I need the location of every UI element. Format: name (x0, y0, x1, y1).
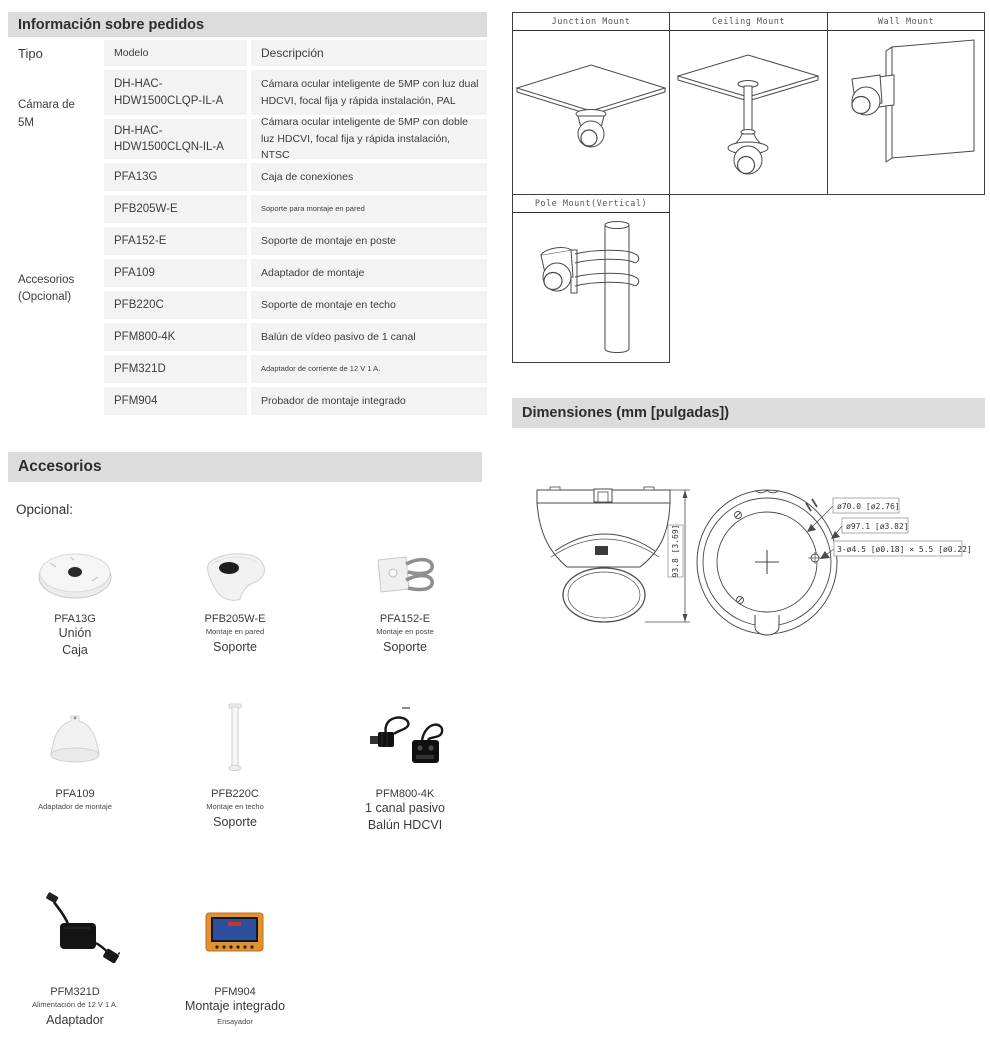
col-header-modelo: Modelo (104, 40, 247, 66)
ceiling-pole-image (165, 690, 305, 785)
ceiling-mount-drawing (669, 31, 828, 195)
junction-mount-title: Junction Mount (512, 12, 670, 32)
pole-bracket-image (335, 540, 475, 610)
model-cell: PFM904 (104, 387, 247, 415)
ordering-section-title: Información sobre pedidos (8, 12, 487, 37)
wall-mount-drawing (827, 31, 985, 195)
accessory-pfb205w-e: PFB205W-E Montaje en pared Soporte (165, 540, 305, 656)
mount-holes-label: 3-ø4.5 [ø0.18] × 5.5 [ø0.22] (837, 545, 972, 554)
model-cell: PFA109 (104, 259, 247, 287)
mount-tester-image (165, 885, 305, 983)
dimensions-drawing (512, 445, 985, 655)
optional-label: Opcional: (16, 502, 74, 517)
ordering-table (8, 40, 487, 415)
accessory-pfa13g: PFA13G Unión Caja (5, 540, 145, 659)
col-header-tipo: Tipo (8, 40, 100, 66)
model-cell: PFM321D (104, 355, 247, 383)
desc-cell: Cámara ocular inteligente de 5MP con luz dual HDCVI, focal fija y rápida instalación, PAL (251, 70, 487, 115)
wall-mount-title: Wall Mount (827, 12, 985, 32)
desc-cell: Adaptador de corriente de 12 V 1 A. (251, 355, 487, 383)
group-camera-label: Cámara de 5M (8, 70, 100, 159)
desc-cell: Cámara ocular inteligente de 5MP con doble luz HDCVI, focal fija y rápida instalación, NTSC (251, 119, 487, 159)
height-dimension-label: 93.8 [3.69] (671, 524, 680, 578)
accessory-pfa152-e: PFA152-E Montaje en poste Soporte (335, 540, 475, 656)
model-cell: DH-HAC-HDW1500CLQN-IL-A (104, 119, 247, 159)
desc-cell: Caja de conexiones (251, 163, 487, 191)
inner-diameter-label: ø70.0 [ø2.76] (837, 502, 900, 511)
desc-cell: Soporte de montaje en techo (251, 291, 487, 319)
model-cell: PFB220C (104, 291, 247, 319)
accessories-section-title: Accesorios (8, 452, 482, 482)
dimensions-section-title: Dimensiones (mm [pulgadas]) (512, 398, 985, 428)
desc-cell: Balún de vídeo pasivo de 1 canal (251, 323, 487, 351)
ceiling-mount-title: Ceiling Mount (669, 12, 828, 32)
desc-cell: Soporte para montaje en pared (251, 195, 487, 223)
mount-adapter-image (5, 690, 145, 785)
model-cell: PFA152-E (104, 227, 247, 255)
pole-mount-title: Pole Mount(Vertical) (512, 194, 670, 214)
desc-cell: Adaptador de montaje (251, 259, 487, 287)
accessory-pfm321d: PFM321D Alimentación de 12 V 1 A. Adaptador (5, 885, 145, 1029)
model-cell: PFB205W-E (104, 195, 247, 223)
junction-mount-drawing (512, 31, 670, 195)
pole-mount-drawing (512, 213, 670, 363)
model-cell: PFA13G (104, 163, 247, 191)
wall-bracket-image (165, 540, 305, 610)
group-accessories-label: Accesorios (Opcional) (8, 163, 100, 415)
accessory-pfm904: PFM904 Montaje integrado Ensayador (165, 885, 305, 1029)
accessory-pfb220c: PFB220C Montaje en techo Soporte (165, 690, 305, 831)
outer-diameter-label: ø97.1 [ø3.82] (846, 522, 909, 531)
video-balun-image (335, 690, 475, 785)
junction-box-image (5, 540, 145, 610)
desc-cell: Soporte de montaje en poste (251, 227, 487, 255)
desc-cell: Probador de montaje integrado (251, 387, 487, 415)
model-cell: PFM800-4K (104, 323, 247, 351)
power-adapter-image (5, 885, 145, 983)
model-cell: DH-HAC-HDW1500CLQP-IL-A (104, 70, 247, 115)
accessory-pfa109: PFA109 Adaptador de montaje (5, 690, 145, 814)
accessory-pfm800-4k: PFM800-4K 1 canal pasivo Balún HDCVI (335, 690, 475, 834)
col-header-descripcion: Descripción (251, 40, 487, 66)
